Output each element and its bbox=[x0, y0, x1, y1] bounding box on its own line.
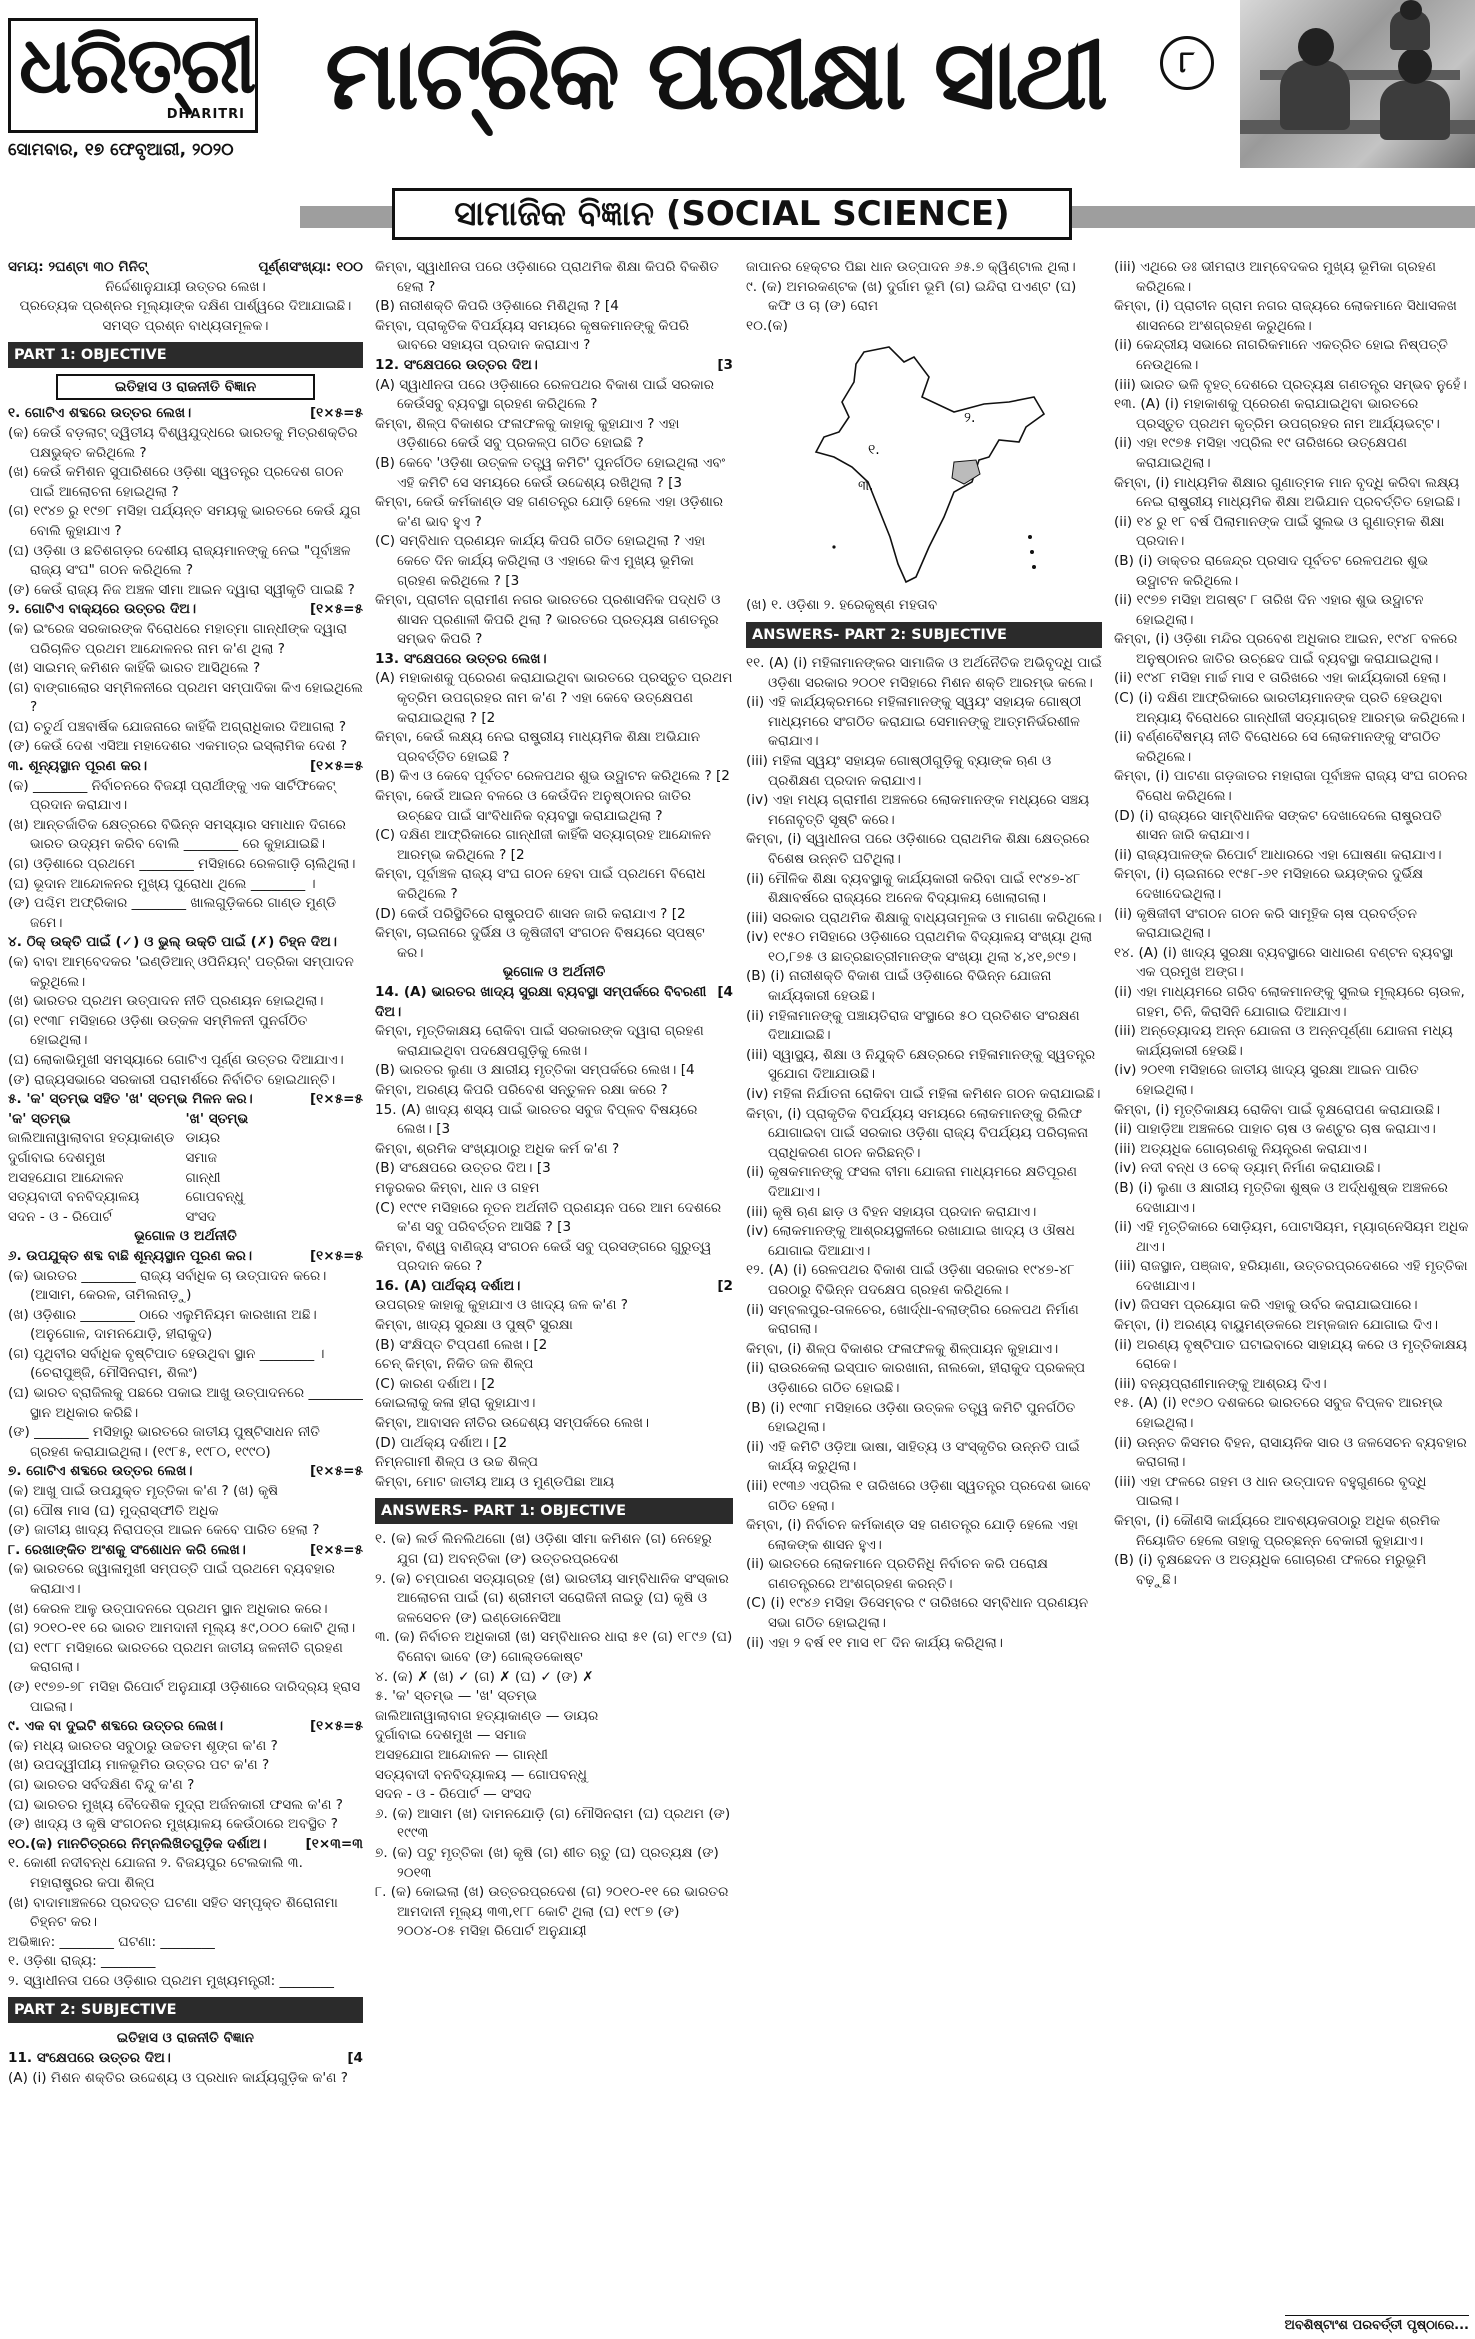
supplement-title: ମାଟ୍ରିକ ପରୀକ୍ଷା ସାଥୀ bbox=[325, 19, 1105, 131]
list-item: (B) କେବେ 'ଓଡ଼ିଶା ଉତ୍କଳ ତତ୍ତ୍ୱ କମିଟି' ପୁନର୍ଗଠିତ ହୋଇଥିଲା ଏବଂ ଏହି କମିଟି ସେ ସମୟରେ କେଉଁ ଉଦ୍ଦେଶ୍ୟ ରଖିଥିଲା ? [3 bbox=[375, 454, 726, 491]
list-item: କିମ୍ବା, ପ୍ରାକୃତିକ ବିପର୍ଯ୍ୟୟ ସମୟରେ କୃଷକମାନଙ୍କୁ କିପରି ଭାବରେ ସହାୟତା ପ୍ରଦାନ କରାଯାଏ ? bbox=[375, 317, 690, 354]
list-item: କିମ୍ବା, ଅରଣ୍ୟ କିପରି ପରିବେଶ ସନ୍ତୁଳନ ରକ୍ଷା କରେ ? bbox=[375, 1081, 668, 1098]
continued-note: ଅବଶିଷ୍ଟାଂଶ ପରବର୍ତ୍ତୀ ପୃଷ୍ଠାରେ... bbox=[1285, 2315, 1469, 2333]
match-cell: ଅସହଯୋଗ ଆନ୍ଦୋଳନ bbox=[8, 1169, 124, 1186]
match-cell: ଦୁର୍ଗାବାଇ ଦେଶମୁଖ bbox=[8, 1149, 106, 1166]
logo-subtitle: DHARITRI bbox=[166, 107, 245, 122]
list-item: (iv) ଲୋକମାନଙ୍କୁ ଆଶ୍ରୟସ୍ଥଳୀରେ ରଖାଯାଇ ଖାଦ୍ୟ ଓ ଔଷଧ ଯୋଗାଇ ଦିଆଯାଏ। bbox=[746, 1223, 1075, 1259]
q16-items bbox=[375, 1296, 733, 1492]
list-item: (ଖ) କେରଳ ଆଳୁ ଉତ୍ପାଦନରେ ପ୍ରଥମ ସ୍ଥାନ ଅଧିକାର କରେ। bbox=[8, 1600, 328, 1617]
list-item: (C) ଦକ୍ଷିଣ ଆଫ୍ରିକାରେ ଗାନ୍ଧୀଜୀ କାହିଁକି ସତ୍ୟାଗ୍ରହ ଆନ୍ଦୋଳନ ଆରମ୍ଭ କରିଥିଲେ ? [2 bbox=[375, 827, 711, 863]
list-item: କିମ୍ବା, ପ୍ରାଚୀନ ଗ୍ରାମୀଣ ନଗର ଭାରତରେ ପ୍ରଶାସନିକ ପଦ୍ଧତି ଓ ଶାସନ ପ୍ରଣାଳୀ କିପରି ଥିଲା ? ଭାରତରେ ପ୍ରତ୍ୟକ୍ଷ ଗଣତନ୍ତ୍ର ସମ୍ଭବ କିପରି ? bbox=[375, 592, 721, 648]
list-item: (B) ସଂକ୍ଷିପ୍ତ ଟିପ୍ପଣୀ ଲେଖ। [2 bbox=[375, 1336, 548, 1353]
list-item: କୋଇଲାକୁ କଳା ହୀରା କୁହାଯାଏ। bbox=[375, 1395, 536, 1412]
match-rows bbox=[8, 1129, 363, 1227]
map-label: ୩. bbox=[858, 478, 874, 495]
q11-items bbox=[8, 2069, 363, 2089]
question-heading: 13. ସଂକ୍ଷେପରେ ଉତ୍ତର ଲେଖ। bbox=[375, 650, 547, 667]
list-item: (B) ଭାରତର ଲୁଣା ଓ କ୍ଷାରୀୟ ମୃତ୍ତିକା ସମ୍ପର୍କରେ ଲେଖ। [4 bbox=[375, 1062, 695, 1079]
list-item: ୧୩. (A) (i) ମହାକାଶକୁ ପ୍ରେରଣ କରାଯାଇଥିବା ଭାରତରେ ପ୍ରସ୍ତୁତ ପ୍ରଥମ କୃତ୍ରିମ ଉପଗ୍ରହର ନାମ ଆର୍ଯ୍ୟଭଟ୍ଟ। bbox=[1114, 396, 1440, 432]
list-item: କିମ୍ବା, (i) ପ୍ରାଚୀନ ଗ୍ରାମ ନଗର ରାଜ୍ୟରେ ଲୋକମାନେ ସିଧାସଳଖ ଶାସନରେ ଅଂଶଗ୍ରହଣ କରୁଥିଲେ। bbox=[1114, 298, 1457, 334]
question-heading: 12. ସଂକ୍ଷେପରେ ଉତ୍ତର ଦିଅ। [3 bbox=[375, 356, 733, 373]
india-outline-map bbox=[794, 342, 1054, 592]
instruction-line: ନିର୍ଦ୍ଦେଶାନୁଯାୟୀ ଉତ୍ତର ଲେଖ। bbox=[105, 278, 266, 295]
list-item: କିମ୍ବା, ପୂର୍ବାଞ୍ଚଳ ରାଜ୍ୟ ସଂଘ ଗଠନ ହେବା ପାଇଁ ପ୍ରଥମେ ବିରୋଧ କରିଥିଲେ ? bbox=[375, 866, 706, 902]
question-heading: 11. ସଂକ୍ଷେପରେ ଉତ୍ତର ଦିଅ। [4 bbox=[8, 2050, 363, 2067]
q13-items bbox=[375, 669, 733, 963]
list-item: (ii) ୧୪ ରୁ ୧୮ ବର୍ଷ ପିଲାମାନଙ୍କ ପାଇଁ ସୁଲଭ ଓ ଗୁଣାତ୍ମକ ଶିକ୍ଷା ପ୍ରଦାନ। bbox=[1114, 513, 1445, 550]
list-item: (ii) ଅରଣ୍ୟ ବୃଷ୍ଟିପାତ ଘଟାଇବାରେ ସାହାଯ୍ୟ କରେ ଓ ମୃତ୍ତିକାକ୍ଷୟ ରୋକେ। bbox=[1114, 1336, 1468, 1373]
list-item: (ଙ) ଜାତୀୟ ଖାଦ୍ୟ ନିରାପତ୍ତା ଆଇନ କେବେ ପାରିତ ହେଲା ? bbox=[8, 1522, 320, 1539]
list-item: (ii) ୧୯୪୮ ମସିହା ମାର୍ଚ୍ଚ ମାସ ୧ ତାରିଖରେ ଏହା କାର୍ଯ୍ୟକାରୀ ହେଲା। bbox=[1114, 670, 1447, 687]
list-item: କିମ୍ବା, କେଉଁ ଲକ୍ଷ୍ୟ ନେଇ ରାଷ୍ଟ୍ରୀୟ ମାଧ୍ୟମିକ ଶିକ୍ଷା ଅଭିଯାନ ପ୍ରବର୍ତ୍ତିତ ହୋଇଛି ? bbox=[375, 729, 701, 765]
list-item: କିମ୍ବା, ଶିଳ୍ପ ବିକାଶର ଫଳାଫଳକୁ କାହାକୁ କୁହାଯାଏ ? ଏହା ଓଡ଼ିଶାରେ କେଉଁ ସବୁ ପ୍ରକଳ୍ପ ଗଠିତ ହୋଇଛି ? bbox=[375, 415, 680, 452]
list-item: (ଗ) ଓଡ଼ିଶାରେ ପ୍ରଥମେ ________ ମସିହାରେ ରେଳଗାଡ଼ି ଚାଲିଥିଲା। bbox=[8, 856, 356, 873]
list-item: (ଖ) ଭାରତର ପ୍ରଥମ ଉତ୍ପାଦନ ନୀତି ପ୍ରଣୟନ ହୋଇଥିଲା। bbox=[8, 993, 324, 1010]
answers-continued bbox=[746, 258, 1102, 336]
list-item: (ii) ଏହା ୧୯୭୫ ମସିହା ଏପ୍ରିଲ ୧୯ ତାରିଖରେ ଉତ୍କ୍ଷେପଣ କରାଯାଇଥିଲା। bbox=[1114, 435, 1408, 471]
list-item: (iii) ଏହା ଫଳରେ ଗହମ ଓ ଧାନ ଉତ୍ପାଦନ ବହୁଗୁଣରେ ବୃଦ୍ଧି ପାଇଲା। bbox=[1114, 1473, 1427, 1510]
list-item: (ଙ) ________ ମସିହାରୁ ଭାରତରେ ଜାତୀୟ ପୁଷ୍ଟିସାଧନ ନୀତି ଗ୍ରହଣ କରାଯାଇଥିଲା। (୧୯୮୫, ୧୯୮୦, ୧୯୯୦) bbox=[8, 1424, 320, 1460]
page-number-badge: ୮ bbox=[1160, 36, 1214, 90]
list-item: (ଖ) କେଉଁ କମିଶନ ସୁପାରିଶରେ ଓଡ଼ିଶା ସ୍ୱତନ୍ତ୍ର ପ୍ରଦେଶ ଗଠନ ପାଇଁ ଆଲୋଚନା ହୋଇଥିଲା ? bbox=[8, 464, 344, 500]
list-item: ୨. (କ) ଚମ୍ପାରଣ ସତ୍ୟାଗ୍ରହ (ଖ) ଭାରତୀୟ ସାମ୍ବିଧାନିକ ସଂସ୍କାର ଆଲୋଚନା ପାଇଁ (ଗ) ଶ୍ରୀମତୀ ସରୋଜିନୀ ନାଇଡୁ (ଘ) କୃଷି ଓ ଜଳସେଚନ (ଙ) ଇଣ୍ଡୋନେସିଆ bbox=[375, 1570, 729, 1626]
list-item: (iii) ମହିଳା ସ୍ୱୟଂ ସହାୟକ ଗୋଷ୍ଠୀଗୁଡ଼ିକୁ ବ୍ୟାଙ୍କ ଋଣ ଓ ପ୍ରଶିକ୍ଷଣ ପ୍ରଦାନ କରାଯାଏ। bbox=[746, 752, 1052, 789]
q9-items bbox=[8, 1737, 363, 1835]
list-item: (ଗ) ୨୦୧୦-୧୧ ରେ ଭାରତ ଆମଦାନୀ ମୂଲ୍ୟ ୫୯,୦୦୦ କୋଟି ଥିଲା। bbox=[8, 1620, 356, 1637]
q1-items bbox=[8, 424, 363, 600]
q4-items bbox=[8, 953, 363, 1090]
list-item: (ii) କେନ୍ଦ୍ରୀୟ ସଭାରେ ନାଗରିକମାନେ ଏକତ୍ରିତ ହୋଇ ନିଷ୍ପତ୍ତି ନେଉଥିଲେ। bbox=[1114, 337, 1448, 373]
list-item: ୬. (କ) ଆସାମ (ଖ) ଦାମନଯୋଡ଼ି (ଗ) ମୌସିନରାମ (ଘ) ପ୍ରଥମ (ଙ) ୧୯୯୩ bbox=[375, 1805, 731, 1842]
list-item: (ଖ) ସାଇମନ୍ କମିଶନ କାହିଁକି ଭାରତ ଆସିଥିଲେ ? bbox=[8, 660, 261, 677]
list-item: ୫. 'କ' ସ୍ତମ୍ଭ — 'ଖ' ସ୍ତମ୍ଭ bbox=[375, 1688, 538, 1705]
list-item: (A) (i) ମିଶନ ଶକ୍ତିର ଉଦ୍ଦେଶ୍ୟ ଓ ପ୍ରଧାନ କାର୍ଯ୍ୟଗୁଡ଼ିକ କ'ଣ ? bbox=[8, 2069, 348, 2086]
list-item: (ଘ) ଭୂଦାନ ଆନ୍ଦୋଳନର ମୁଖ୍ୟ ପୁରୋଧା ଥିଲେ ________ । bbox=[8, 875, 316, 892]
answers-part1-header: ANSWERS- PART 1: OBJECTIVE bbox=[375, 1498, 733, 1524]
list-item: (ii) କୃଷିଜୀବୀ ସଂଗଠନ ଗଠନ କରି ସାମୂହିକ ଚାଷ ପ୍ରବର୍ତ୍ତନ କରାଯାଇଥିଲା। bbox=[1114, 905, 1417, 942]
list-item: (B) (i) ନାରୀଶକ୍ତି ବିକାଶ ପାଇଁ ଓଡ଼ିଶାରେ ବିଭିନ୍ନ ଯୋଜନା କାର୍ଯ୍ୟକାରୀ ହେଉଛି। bbox=[746, 968, 1052, 1005]
list-item: (C) (i) ୧୯୪୬ ମସିହା ଡିସେମ୍ବର ୯ ତାରିଖରେ ସମ୍ବିଧାନ ପ୍ରଣୟନ ସଭା ଗଠିତ ହୋଇଥିଲା। bbox=[746, 1595, 1089, 1632]
list-item: (iv) ୨୦୧୩ ମସିହାରେ ଜାତୀୟ ଖାଦ୍ୟ ସୁରକ୍ଷା ଆଇନ ପାରିତ ହୋଇଥିଲା। bbox=[1114, 1062, 1419, 1098]
answers-part2 bbox=[746, 654, 1102, 1653]
list-item: କିମ୍ବା, (i) ଶିଳ୍ପ ବିକାଶର ଫଳାଫଳକୁ ଶିଳ୍ପାୟନ କୁହାଯାଏ। bbox=[746, 1340, 1059, 1357]
map-caption: (ଖ) ୧. ଓଡ଼ିଶା ୨. ହରେକୃଷ୍ଣ ମହତାବ bbox=[746, 597, 938, 614]
list-item: କିମ୍ବା, କେଉଁ କର୍ମକାଣ୍ଡ ସହ ଗଣତନ୍ତ୍ର ଯୋଡ଼ି ହେଲେ ଏହା ଓଡ଼ିଶାର କ'ଣ ଭାବ ହୁଏ ? bbox=[375, 494, 724, 530]
odisha-region bbox=[952, 460, 980, 484]
column-1 bbox=[8, 258, 363, 2318]
list-item: (ଙ) ରାଜ୍ୟସଭାରେ ସରକାରୀ ପରାମର୍ଶରେ ନିର୍ବାଚିତ ହୋଇଥାନ୍ତି। bbox=[8, 1071, 336, 1088]
match-cell: ସଂସଦ bbox=[185, 1208, 217, 1225]
list-item: (ଘ) ୧୯୮୮ ମସିହାରେ ଭାରତରେ ପ୍ରଥମ ଜାତୀୟ ଜଳନୀତି ଗ୍ରହଣ କରାଗଲା। bbox=[8, 1639, 343, 1676]
list-item: ଅସହଯୋଗ ଆନ୍ଦୋଳନ — ଗାନ୍ଧୀ bbox=[375, 1746, 548, 1763]
q8-items bbox=[8, 1560, 363, 1717]
list-item: (B) (i) ୧୯୩୮ ମସିହାରେ ଓଡ଼ିଶା ଉତ୍କଳ ତତ୍ତ୍ୱ କମିଟି ପୁନର୍ଗଠିତ ହୋଇଥିଲା। bbox=[746, 1399, 1076, 1436]
column-3 bbox=[746, 258, 1102, 2318]
q2-items bbox=[8, 620, 363, 757]
q14-items bbox=[375, 1022, 733, 1277]
list-item: (ii) ଭାରତରେ ଲୋକମାନେ ପ୍ରତିନିଧି ନିର୍ବାଚନ କରି ପରୋକ୍ଷ ଗଣତନ୍ତ୍ରରେ ଅଂଶଗ୍ରହଣ କରନ୍ତି। bbox=[746, 1556, 1048, 1592]
list-item: (ଙ) ୧୯୭୭-୭୮ ମସିହା ରିପୋର୍ଟ ଅନୁଯାୟୀ ଓଡ଼ିଶାରେ ଦାରିଦ୍ର୍ୟ ହ୍ରାସ ପାଇଲା। bbox=[8, 1678, 361, 1715]
match-cell: ଡାୟର bbox=[185, 1130, 221, 1147]
q3-items bbox=[8, 777, 363, 934]
list-item: (B) (i) ଲୁଣା ଓ କ୍ଷାରୀୟ ମୃତ୍ତିକା ଶୁଷ୍କ ଓ ଅର୍ଦ୍ଧଶୁଷ୍କ ଅଞ୍ଚଳରେ ଦେଖାଯାଏ। bbox=[1114, 1179, 1448, 1216]
list-item: (କ) ଇଂରେଜ ସରକାରଙ୍କ ବିରୋଧରେ ମହାତ୍ମା ଗାନ୍ଧୀଙ୍କ ଦ୍ୱାରା ପରିଚାଳିତ ପ୍ରଥମ ଆନ୍ଦୋଳନର ନାମ କ'ଣ ଥିଲା ? bbox=[8, 620, 348, 657]
map-island-dot bbox=[1028, 535, 1032, 539]
list-item: (B) (i) ଡାକ୍ତର ରାଜେନ୍ଦ୍ର ପ୍ରସାଦ ପୂର୍ବତଟ ରେଳପଥର ଶୁଭ ଉଦ୍ଘାଟନ କରିଥିଲେ। bbox=[1114, 552, 1429, 589]
answers-part2-continued bbox=[1114, 258, 1470, 1590]
list-item: (ଗ) ୧୯୪୭ ରୁ ୧୯୭୮ ମସିହା ପର୍ଯ୍ୟନ୍ତ ସମୟକୁ ଭାରତରେ କେଉଁ ଯୁଗ ବୋଲି କୁହାଯାଏ ? bbox=[8, 503, 361, 539]
list-item: କିମ୍ବା, ସ୍ୱାଧୀନତା ପରେ ଓଡ଼ିଶାରେ ପ୍ରାଥମିକ ଶିକ୍ଷା କିପରି ବିକଶିତ ହେଲା ? bbox=[375, 259, 719, 295]
list-item: (iii) ଏଥିରେ ଡଃ ଭୀମରାଓ ଆମ୍ବେଦକର ମୁଖ୍ୟ ଭୂମିକା ଗ୍ରହଣ କରିଥିଲେ। bbox=[1114, 259, 1437, 295]
list-item: (ii) ଏହା ମାଧ୍ୟମରେ ଗରିବ ଲୋକମାନଙ୍କୁ ସୁଲଭ ମୂଲ୍ୟରେ ଚାଉଳ, ଗହମ, ଚିନି, କିରାସିନି ଯୋଗାଇ ଦିଆଯାଏ। bbox=[1114, 983, 1465, 1020]
list-item: (iii) ଭାରତ ଭଳି ବୃହତ୍ ଦେଶରେ ପ୍ରତ୍ୟକ୍ଷ ଗଣତନ୍ତ୍ର ସମ୍ଭବ ନୁହେଁ। bbox=[1114, 376, 1467, 393]
list-item: (ii) ବର୍ଣ୍ଣବୈଷମ୍ୟ ନୀତି ବିରୋଧରେ ସେ ଲୋକମାନଙ୍କୁ ସଂଗଠିତ କରିଥିଲେ। bbox=[1114, 729, 1441, 765]
question-heading: 16. (A) ପାର୍ଥକ୍ୟ ଦର୍ଶାଅ। [2 bbox=[375, 1277, 733, 1294]
list-item: 15. (A) ଖାଦ୍ୟ ଶସ୍ୟ ପାଇଁ ଭାରତର ସବୁଜ ବିପ୍ଳବ ବିଷୟରେ ଲେଖ। [3 bbox=[375, 1101, 698, 1138]
map-label: ୨. bbox=[964, 410, 976, 427]
map-label: ୧. bbox=[868, 442, 880, 459]
list-item: (D) ପାର୍ଥକ୍ୟ ଦର୍ଶାଅ। [2 bbox=[375, 1434, 508, 1451]
answers-part2-header: ANSWERS- PART 2: SUBJECTIVE bbox=[746, 622, 1102, 648]
list-item: (ଘ) ଚତୁର୍ଥ ପଞ୍ଚବାର୍ଷିକ ଯୋଜନାରେ କାହିଁକି ଅଗ୍ରାଧିକାର ଦିଆଗଲା ? bbox=[8, 718, 347, 735]
masthead bbox=[0, 0, 1475, 170]
list-item: (iv) ମହିଳା ନିର୍ଯାତନା ରୋକିବା ପାଇଁ ମହିଳା କମିଶନ ଗଠନ କରାଯାଇଛି। bbox=[746, 1086, 1101, 1103]
list-item: (ii) କୃଷକମାନଙ୍କୁ ଫସଲ ବୀମା ଯୋଜନା ମାଧ୍ୟମରେ କ୍ଷତିପୂରଣ ଦିଆଯାଏ। bbox=[746, 1164, 1077, 1200]
list-item: (ଖ) ଓଡ଼ିଶାର ________ ଠାରେ ଏଲୁମିନିୟମ କାରଖାନା ଅଛି। (ଅନୁଗୋଳ, ଦାମନଯୋଡ଼ି, ହୀରାକୁଦ) bbox=[8, 1306, 317, 1343]
dateline: ସୋମବାର, ୧୭ ଫେବୃଆରୀ, ୨୦୨୦ bbox=[8, 140, 234, 160]
question-heading: ୧. ଗୋଟିଏ ଶବ୍ଦରେ ଉତ୍ତର ଲେଖ। [୧×୫=୫ bbox=[8, 405, 363, 422]
match-row bbox=[8, 1188, 363, 1208]
list-item: (C) କାରଣ ଦର୍ଶାଅ। [2 bbox=[375, 1375, 496, 1392]
india-map-shape bbox=[816, 347, 1044, 582]
list-item: (iv) ଜିପସମ ପ୍ରୟୋଗ କରି ଏହାକୁ ଉର୍ବର କରାଯାଇପାରେ। bbox=[1114, 1297, 1418, 1314]
list-item: କିମ୍ବା, ମୃତ୍ତିକାକ୍ଷୟ ରୋକିବା ପାଇଁ ସରକାରଙ୍କ ଦ୍ୱାରା ଗ୍ରହଣ କରାଯାଇଥିବା ପଦକ୍ଷେପଗୁଡ଼ିକୁ ଲେଖ। bbox=[375, 1023, 704, 1059]
list-item: (ii) ୧୯୭୭ ମସିହା ଅଗଷ୍ଟ ୮ ତାରିଖ ଦିନ ଏହାର ଶୁଭ ଉଦ୍ଘାଟନ ହୋଇଥିଲା। bbox=[1114, 592, 1424, 628]
list-item: ମଳୁରକର କିମ୍ବା, ଧାନ ଓ ଗହମ bbox=[375, 1179, 540, 1196]
part2-header: PART 2: SUBJECTIVE bbox=[8, 1997, 363, 2023]
list-item: ଜାପାନର ହେକ୍ଟର ପିଛା ଧାନ ଉତ୍ପାଦନ ୬୫.୭ କ୍ୱିଣ୍ଟାଲ ଥିଲା। bbox=[746, 259, 1076, 275]
exam-marks: ପୂର୍ଣ୍ଣସଂଖ୍ୟା: ୧୦୦ bbox=[258, 259, 363, 275]
list-item: (ii) ଏହି କମିଟି ଓଡ଼ିଆ ଭାଷା, ସାହିତ୍ୟ ଓ ସଂସ୍କୃତିର ଉନ୍ନତି ପାଇଁ କାର୍ଯ୍ୟ କରୁଥିଲା। bbox=[746, 1438, 1080, 1475]
column-2 bbox=[375, 258, 733, 2318]
question-heading: ୧୦.(କ) ମାନଚିତ୍ରରେ ନିମ୍ନଲିଖିତଗୁଡ଼ିକ ଦର୍ଶାଅ। [୧×୩=୩ bbox=[8, 1835, 363, 1852]
list-item: (iii) ଅନ୍ତ୍ୟୋଦୟ ଅନ୍ନ ଯୋଜନା ଓ ଅନ୍ନପୂର୍ଣ୍ଣା ଯୋଜନା ମଧ୍ୟ କାର୍ଯ୍ୟକାରୀ ହେଉଛି। bbox=[1114, 1023, 1453, 1059]
list-item: ଜାଲିଆନାୱାଲାବାଗ ହତ୍ୟାକାଣ୍ଡ — ଡାୟର bbox=[375, 1707, 599, 1724]
list-item: (B) କିଏ ଓ କେବେ ପୂର୍ବତଟ ରେଳପଥର ଶୁଭ ଉଦ୍ଘାଟନ କରିଥିଲେ ? [2 bbox=[375, 768, 730, 785]
list-item: ଉପଗ୍ରହ କାହାକୁ କୁହାଯାଏ ଓ ଖାଦ୍ୟ ଜଳ କ'ଣ ? bbox=[375, 1297, 629, 1314]
map-island-dot bbox=[1030, 550, 1034, 554]
list-item: (ଗ) ପୌଷ ମାସ (ଘ) ମୁଦ୍ରାସ୍ଫୀତି ଅଧିକ bbox=[8, 1502, 219, 1519]
list-item: କିମ୍ବା, ଶ୍ରମିକ ସଂଖ୍ୟାଠାରୁ ଅଧିକ କର୍ମ କ'ଣ ? bbox=[375, 1140, 620, 1157]
list-item: (iii) କୃଷି ଋଣ ଛାଡ଼ ଓ ବିହନ ସହାୟତା ପ୍ରଦାନ କରାଯାଏ। bbox=[746, 1203, 1037, 1220]
list-item: (ଖ) ଉପଦ୍ୱୀପୀୟ ମାଳଭୂମିର ଉତ୍ତର ପଟ କ'ଣ ? bbox=[8, 1757, 270, 1774]
list-item: ୧. (କ) ଲର୍ଡ ଲିନଲିଥଗୋ (ଖ) ଓଡ଼ିଶା ସୀମା କମିଶନ (ଗ) ନେହେରୁ ଯୁଗ (ଘ) ଅବନ୍ତିକା (ଙ) ଉତ୍ତରପ୍ରଦେଶ bbox=[375, 1531, 712, 1567]
question-heading: ୭. ଗୋଟିଏ ଶବ୍ଦରେ ଉତ୍ତର ଲେଖ। [୧×୫=୫ bbox=[8, 1463, 363, 1480]
list-item: କିମ୍ବା, (i) ମୃତ୍ତିକାକ୍ଷୟ ରୋକିବା ପାଇଁ ବୃକ୍ଷରୋପଣ କରାଯାଉଛି। bbox=[1114, 1101, 1441, 1118]
q6-items bbox=[8, 1267, 363, 1463]
geography-subhead: ଭୂଗୋଳ ଓ ଅର୍ଥନୀତି bbox=[134, 1228, 237, 1245]
list-item: କିମ୍ବା, (i) ସ୍ୱାଧୀନତା ପରେ ଓଡ଼ିଶାରେ ପ୍ରାଥମିକ ଶିକ୍ଷା କ୍ଷେତ୍ରରେ ବିଶେଷ ଉନ୍ନତି ଘଟିଥିଲା। bbox=[746, 831, 1090, 867]
list-item: (ଖ) ବାଦାମାଞ୍ଚଳରେ ପ୍ରଦତ୍ତ ଘଟଣା ସହିତ ସମ୍ପୃକ୍ତ ଶିରୋନାମା ଚିହ୍ନଟ କର। bbox=[8, 1894, 338, 1931]
list-item: ୯. (କ) ଅମରକଣ୍ଟକ (ଖ) ଦୁର୍ଗାମ ଭୂମି (ଗ) ଇନ୍ଦିରା ପଏଣ୍ଟ (ଘ) କଫି ଓ ଚା (ଙ) ରୋମ bbox=[746, 278, 1077, 315]
list-item: ନିମ୍ନଗାମୀ ଶିଳ୍ପ ଓ ଉଚ୍ଚ ଶିଳ୍ପ bbox=[375, 1454, 539, 1471]
list-item: (ଗ) ୧୯୩୮ ମସିହାରେ ଓଡ଼ିଶା ଉତ୍କଳ ସମ୍ମିଳନୀ ପୁନର୍ଗଠିତ ହୋଇଥିଲା। bbox=[8, 1012, 308, 1049]
map-island-dot bbox=[832, 546, 835, 549]
list-item: (D) କେଉଁ ପରିସ୍ଥିତିରେ ରାଷ୍ଟ୍ରପତି ଶାସନ ଜାରି କରାଯାଏ ? [2 bbox=[375, 905, 686, 922]
map-island-dot bbox=[1032, 565, 1036, 569]
column-4 bbox=[1114, 258, 1470, 2318]
list-item: (iii) ୧୯୩୬ ଏପ୍ରିଲ ୧ ତାରିଖରେ ଓଡ଼ିଶା ସ୍ୱତନ୍ତ୍ର ପ୍ରଦେଶ ଭାବେ ଗଠିତ ହେଲା। bbox=[746, 1477, 1091, 1514]
answers-part1 bbox=[375, 1530, 733, 1941]
list-item: (C) (i) ଦକ୍ଷିଣ ଆଫ୍ରିକାରେ ଭାରତୀୟମାନଙ୍କ ପ୍ରତି ହେଉଥିବା ଅନ୍ୟାୟ ବିରୋଧରେ ଗାନ୍ଧୀଜୀ ସତ୍ୟାଗ୍ରହ ଆରମ୍ଭ କରିଥିଲେ। bbox=[1114, 690, 1465, 726]
match-row bbox=[8, 1169, 363, 1189]
list-item: ୧୧. (A) (i) ମହିଳାମାନଙ୍କର ସାମାଜିକ ଓ ଅର୍ଥନୈତିକ ଅଭିବୃଦ୍ଧି ପାଇଁ ଓଡ଼ିଶା ସରକାର ୨୦୦୧ ମସିହାରେ ମିଶନ ଶକ୍ତି ଆରମ୍ଭ କଲେ। bbox=[746, 654, 1102, 691]
list-item: (B) (i) ବୃକ୍ଷଛେଦନ ଓ ଅତ୍ୟଧିକ ଗୋଚାରଣ ଫଳରେ ମରୁଭୂମି ବଢ଼ୁଛି। bbox=[1114, 1552, 1427, 1588]
list-item: (B) ସଂକ୍ଷେପରେ ଉତ୍ତର ଦିଅ। [3 bbox=[375, 1160, 551, 1177]
history-subhead: ଇତିହାସ ଓ ରାଜନୀତି ବିଜ୍ଞାନ bbox=[56, 374, 316, 400]
list-item: ୮. (କ) କୋଇଲା (ଖ) ଉତ୍ତରପ୍ରଦେଶ (ଗ) ୨୦୧୦-୧୧ ରେ ଭାରତର ଆମଦାନୀ ମୂଲ୍ୟ ୩୩,୧୮୮ କୋଟି ଥିଲା (ଘ) ୧୯୮୭ (ଙ) ୨୦୦୪-୦୫ ମସିହା ରିପୋର୍ଟ ଅନୁଯାୟୀ bbox=[375, 1884, 729, 1940]
list-item: ୧. ଓଡ଼ିଶା ରାଜ୍ୟ: ________ bbox=[8, 1953, 156, 1970]
match-cell: ସଦନ - ଓ - ରିପୋର୍ଟ bbox=[8, 1208, 112, 1225]
list-item: (ଙ) ପଶ୍ଚିମ ଅଫ୍ରିକାର ________ ଖାଲଗୁଡ଼ିକରେ ଗାଣ୍ଡ ମୁଣ୍ଡି ଜମେ। bbox=[8, 895, 337, 931]
question-heading: ୩. ଶୂନ୍ୟସ୍ଥାନ ପୂରଣ କର। [୧×୫=୫ bbox=[8, 758, 363, 775]
list-item: (ii) ଏହି ମୃତ୍ତିକାରେ ସୋଡ଼ିୟମ, ପୋଟାସିୟମ, ମ୍ୟାଗ୍ନେସିୟମ ଅଧିକ ଥାଏ। bbox=[1114, 1219, 1469, 1255]
list-item: (iii) ବନ୍ୟପ୍ରାଣୀମାନଙ୍କୁ ଆଶ୍ରୟ ଦିଏ। bbox=[1114, 1375, 1327, 1392]
list-item: ସଦନ - ଓ - ରିପୋର୍ଟ — ସଂସଦ bbox=[375, 1786, 532, 1803]
list-item: (ଘ) ଓଡ଼ିଶା ଓ ଛତିଶଗଡ଼ର ଦେଶୀୟ ରାଜ୍ୟମାନଙ୍କୁ ନେଇ "ପୂର୍ବାଞ୍ଚଳ ରାଜ୍ୟ ସଂଘ" ଗଠନ କରିଥିଲେ ? bbox=[8, 542, 351, 579]
list-item: (କ) ଭାରତରେ ଜ୍ୱାଳାମୁଖୀ ସମ୍ପତ୍ତି ପାଇଁ ପ୍ରଥମେ ବ୍ୟବହାର କରାଯାଏ। bbox=[8, 1561, 335, 1597]
list-item: (ଗ) ଭାରତର ସର୍ବଦକ୍ଷିଣ ବିନ୍ଦୁ କ'ଣ ? bbox=[8, 1776, 195, 1793]
question-heading: ୨. ଗୋଟିଏ ବାକ୍ୟରେ ଉତ୍ତର ଦିଅ। [୧×୫=୫ bbox=[8, 601, 363, 618]
list-item: (କ) ________ ନିର୍ବାଚନରେ ବିଜୟୀ ପ୍ରାର୍ଥୀଙ୍କୁ ଏକ ସାର୍ଟିଫିକେଟ୍ ପ୍ରଦାନ କରାଯାଏ। bbox=[8, 777, 336, 814]
exam-meta bbox=[8, 258, 363, 278]
list-item: (କ) ମଧ୍ୟ ଭାରତର ସବୁଠାରୁ ଉଚ୍ଚତମ ଶୃଙ୍ଗ କ'ଣ ? bbox=[8, 1737, 278, 1754]
list-item: (A) ମହାକାଶକୁ ପ୍ରେରଣ କରାଯାଇଥିବା ଭାରତରେ ପ୍ରସ୍ତୁତ ପ୍ରଥମ କୃତ୍ରିମ ଉପଗ୍ରହର ନାମ କ'ଣ ? ଏହା କେବେ ଉତ୍କ୍ଷେପଣ କରାଯାଇଥିଲା ? [2 bbox=[375, 670, 733, 726]
list-item: ୧୪. (A) (i) ଖାଦ୍ୟ ସୁରକ୍ଷା ବ୍ୟବସ୍ଥାରେ ସାଧାରଣ ବଣ୍ଟନ ବ୍ୟବସ୍ଥା ଏକ ପ୍ରମୁଖ ଅଙ୍ଗ। bbox=[1114, 944, 1454, 981]
list-item: (ଗ) ବାଙ୍ଗାଲୋର ସମ୍ମିଳନୀରେ ପ୍ରଥମ ସମ୍ପାଦିକା କିଏ ହୋଇଥିଲେ ? bbox=[8, 679, 363, 716]
q11-continued bbox=[375, 258, 733, 356]
part1-header: PART 1: OBJECTIVE bbox=[8, 342, 363, 368]
list-item: (କ) କେଉଁ ବଡ଼ଲାଟ୍ ଦ୍ୱିତୀୟ ବିଶ୍ୱଯୁଦ୍ଧରେ ଭାରତକୁ ମିତ୍ରଶକ୍ତିର ପକ୍ଷଭୁକ୍ତ କରିଥିଲେ ? bbox=[8, 424, 358, 461]
list-item: (iii) ସରକାର ପ୍ରାଥମିକ ଶିକ୍ଷାକୁ ବାଧ୍ୟତାମୂଳକ ଓ ମାଗଣା କରିଥିଲେ। bbox=[746, 909, 1102, 926]
list-item: (ii) ରାଜ୍ୟପାଳଙ୍କ ରିପୋର୍ଟ ଆଧାରରେ ଏହା ଘୋଷଣା କରାଯାଏ। bbox=[1114, 846, 1442, 863]
list-item: (iii) ସ୍ୱାସ୍ଥ୍ୟ, ଶିକ୍ଷା ଓ ନିଯୁକ୍ତି କ୍ଷେତ୍ରରେ ମହିଳାମାନଙ୍କୁ ସ୍ୱତନ୍ତ୍ର ସୁଯୋଗ ଦିଆଯାଉଛି। bbox=[746, 1046, 1096, 1083]
exam-time: ସମୟ: ୨ଘଣ୍ଟା ୩୦ ମିନିଟ୍ bbox=[8, 259, 148, 275]
list-item: (iv) ନଦୀ ବନ୍ଧ ଓ ଚେକ୍ ଡ୍ୟାମ୍ ନିର୍ମାଣ କରାଯାଉଛି। bbox=[1114, 1160, 1381, 1177]
question-heading: ୮. ରେଖାଙ୍କିତ ଅଂଶକୁ ସଂଶୋଧନ କରି ଲେଖ। [୧×୫=୫ bbox=[8, 1541, 363, 1558]
list-item: (ii) ମୌଳିକ ଶିକ୍ଷା ବ୍ୟବସ୍ଥାକୁ କାର୍ଯ୍ୟକାରୀ କରିବା ପାଇଁ ୧୯୪୭-୪୮ ଶିକ୍ଷାବର୍ଷରେ ରାଜ୍ୟରେ ଅନେକ ବିଦ୍ୟାଳୟ ଖୋଲାଗଲା। bbox=[746, 870, 1081, 907]
question-heading: ୫. 'କ' ସ୍ତମ୍ଭ ସହିତ 'ଖ' ସ୍ତମ୍ଭ ମିଳନ କର। [୧×୫=୫ bbox=[8, 1091, 363, 1108]
list-item: (ଘ) ଭାରତ ବ୍ରାଜିଲକୁ ପଛରେ ପକାଇ ଆଖୁ ଉତ୍ପାଦନରେ ________ ସ୍ଥାନ ଅଧିକାର କରିଛି। bbox=[8, 1385, 363, 1421]
list-item: (ii) ଉନ୍ନତ କିସମର ବିହନ, ରାସାୟନିକ ସାର ଓ ଜଳସେଚନ ବ୍ୟବହାର କରାଗଲା। bbox=[1114, 1434, 1467, 1471]
instruction-line: ପ୍ରତ୍ୟେକ ପ୍ରଶ୍ନର ମୂଲ୍ୟାଙ୍କ ଦକ୍ଷିଣ ପାର୍ଶ୍ୱରେ ଦିଆଯାଇଛି। bbox=[19, 298, 352, 315]
match-cell: ସତ୍ୟବାଦୀ ବନବିଦ୍ୟାଳୟ bbox=[8, 1189, 140, 1206]
logo-mark: ଧରିତ୍ରୀ bbox=[19, 20, 255, 111]
students-exam-photo bbox=[1240, 0, 1475, 168]
q7-items bbox=[8, 1482, 363, 1541]
match-row bbox=[8, 1149, 363, 1169]
list-item: (ଗ) ପୃଥିବୀର ସର୍ବାଧିକ ବୃଷ୍ଟିପାତ ହେଉଥିବା ସ୍ଥାନ ________ । (ଚେରାପୁଞ୍ଜି, ମୌସିନରାମ, ଶିଲଂ) bbox=[8, 1345, 325, 1382]
list-item: କିମ୍ବା, (i) ଓଡ଼ିଶା ମନ୍ଦିର ପ୍ରବେଶ ଅଧିକାର ଆଇନ, ୧୯୪୮ ବଳରେ ଅନୁଷ୍ଠାନର ଜାତିର ଉଚ୍ଛେଦ ପାଇଁ ବ୍ୟବସ୍ଥା କରାଯାଇଥିଲା। bbox=[1114, 631, 1458, 667]
list-item: କିମ୍ବା, (i) କୌଣସି କାର୍ଯ୍ୟରେ ଆବଶ୍ୟକତାଠାରୁ ଅଧିକ ଶ୍ରମିକ ନିୟୋଜିତ ହେଲେ ତାହାକୁ ପ୍ରଚ୍ଛନ୍ନ ବେକାରୀ କୁହାଯାଏ। bbox=[1114, 1513, 1441, 1549]
list-item: କିମ୍ବା, (i) ନିର୍ବାଚନ କର୍ମକାଣ୍ଡ ସହ ଗଣତନ୍ତ୍ର ଯୋଡ଼ି ହେଲେ ଏହା ଲୋକଙ୍କ ଶାସନ ହୁଏ। bbox=[746, 1517, 1079, 1553]
list-item: (ଖ) ଆନ୍ତର୍ଜାତିକ କ୍ଷେତ୍ରରେ ବିଭିନ୍ନ ସମସ୍ୟାର ସମାଧାନ ଦିଗରେ ଭାରତ ଉଦ୍ୟମ କରିବ ବୋଲି ________ ରେ କୁହାଯାଇଛି। bbox=[8, 816, 346, 853]
question-heading: ୯. ଏକ ବା ଦୁଇଟି ଶବ୍ଦରେ ଉତ୍ତର ଲେଖ। [୧×୫=୫ bbox=[8, 1718, 363, 1735]
list-item: କିମ୍ବା, (i) ପାଟଣା ଗଡ଼ଜାତର ମହାରାଜା ପୂର୍ବାଞ୍ଚଳ ରାଜ୍ୟ ସଂଘ ଗଠନର ବିରୋଧ କରିଥିଲେ। bbox=[1114, 768, 1468, 805]
list-item: କିମ୍ବା, ଚାଇନାରେ ଦୁର୍ଭିକ୍ଷ ଓ କୃଷିଜୀବୀ ସଂଗଠନ ବିଷୟରେ ସ୍ପଷ୍ଟ କର। bbox=[375, 925, 705, 961]
list-item: ୨. ସ୍ୱାଧୀନତା ପରେ ଓଡ଼ିଶାର ପ୍ରଥମ ମୁଖ୍ୟମନ୍ତ୍ରୀ: ________ bbox=[8, 1972, 334, 1989]
list-item: କିମ୍ବା, (i) ମାଧ୍ୟମିକ ଶିକ୍ଷାର ଗୁଣାତ୍ମକ ମାନ ବୃଦ୍ଧି କରିବା ଲକ୍ଷ୍ୟ ନେଇ ରାଷ୍ଟ୍ରୀୟ ମାଧ୍ୟମିକ ଶିକ୍ଷା ଅଭିଯାନ ପ୍ରବର୍ତ୍ତିତ ହୋଇଛି। bbox=[1114, 474, 1461, 511]
list-item: ୧. କୋଶୀ ନଦୀବନ୍ଧ ଯୋଜନା ୨. ବିଜୟପୁର ଟେଲକାଲି ୩. ମହାରାଷ୍ଟ୍ରର କପା ଶିଳ୍ପ bbox=[8, 1855, 303, 1891]
question-heading: ୪. ଠିକ୍ ଉକ୍ତି ପାଇଁ (✓) ଓ ଭୁଲ୍ ଉକ୍ତି ପାଇଁ (✗) ଚିହ୍ନ ଦିଅ। bbox=[8, 934, 337, 951]
list-item: (C) ସମ୍ବିଧାନ ପ୍ରଣୟନ କାର୍ଯ୍ୟ କିପରି ଗଠିତ ହୋଇଥିଲା ? ଏହା କେତେ ଦିନ କାର୍ଯ୍ୟ କରିଥିଲା ଓ ଏହାରେ କିଏ ମୁଖ୍ୟ ଭୂମିକା ଗ୍ରହଣ କରିଥିଲେ ? [3 bbox=[375, 533, 706, 589]
list-item: (ii) ରାଉରକେଲା ଇସ୍ପାତ କାରଖାନା, ନାଲକୋ, ହୀରାକୁଦ ପ୍ରକଳ୍ପ ଓଡ଼ିଶାରେ ଗଠିତ ହୋଇଛି। bbox=[746, 1360, 1086, 1396]
list-item: (ଘ) ଭାରତର ମୁଖ୍ୟ ବୈଦେଶିକ ମୁଦ୍ରା ଅର୍ଜନକାରୀ ଫସଲ କ'ଣ ? bbox=[8, 1796, 344, 1813]
list-item: କିମ୍ବା, ବିଶ୍ୱ ବାଣିଜ୍ୟ ସଂଗଠନ କେଉଁ ସବୁ ପ୍ରସଙ୍ଗରେ ଗୁରୁତ୍ୱ ପ୍ରଦାନ କରେ ? bbox=[375, 1238, 712, 1275]
list-item: (କ) ଭାରତର ________ ରାଜ୍ୟ ସର୍ବାଧିକ ଚା ଉତ୍ପାଦନ କରେ। (ଆସାମ, କେରଳ, ତାମିଲନାଡ଼ୁ) bbox=[8, 1267, 327, 1304]
match-row bbox=[8, 1129, 363, 1149]
question-heading: 14. (A) ଭାରତର ଖାଦ୍ୟ ସୁରକ୍ଷା ବ୍ୟବସ୍ଥା ସମ୍ପର୍କରେ ବିବରଣୀ ଦିଅ। [4 bbox=[375, 983, 733, 1020]
list-item: କିମ୍ବା, ମୋଟ ଜାତୀୟ ଆୟ ଓ ମୁଣ୍ଡପିଛା ଆୟ bbox=[375, 1473, 615, 1490]
list-item: (ii) ମହିଳାମାନଙ୍କୁ ପଞ୍ଚାୟତିରାଜ ସଂସ୍ଥାରେ ୫୦ ପ୍ରତିଶତ ସଂରକ୍ଷଣ ଦିଆଯାଇଛି। bbox=[746, 1007, 1080, 1044]
list-item: କିମ୍ବା, କେଉଁ ଆଇନ ବଳରେ ଓ କେଉଁଦିନ ଅନୁଷ୍ଠାନର ଜାତିର ଉଚ୍ଛେଦ ପାଇଁ ସାଂବିଧାନିକ ବ୍ୟବସ୍ଥା କରାଯାଇଥିଲା ? bbox=[375, 788, 692, 824]
match-cell: ଗୋପବନ୍ଧୁ bbox=[185, 1189, 244, 1206]
list-item: (କ) ବାବା ଆମ୍ବେଦକର 'ଇଣ୍ଡିଆନ୍ ଓପିନିୟନ୍' ପତ୍ରିକା ସମ୍ପାଦନ କରୁଥିଲେ। bbox=[8, 954, 354, 990]
question-heading: ୬. ଉପଯୁକ୍ତ ଶବ୍ଦ ବାଛି ଶୂନ୍ୟସ୍ଥାନ ପୂରଣ କର। [୧×୫=୫ bbox=[8, 1247, 363, 1264]
q10-items bbox=[8, 1854, 363, 1991]
list-item: (ଙ) କେଉଁ ରାଜ୍ୟ ନିଜ ଅଞ୍ଚଳ ସୀମା ଆଇନ ଦ୍ୱାରା ସ୍ୱୀକୃତି ପାଇଛି ? bbox=[8, 581, 355, 598]
list-item: ୭. (କ) ପଟୁ ମୃତ୍ତିକା (ଖ) କୃଷି (ଗ) ଶୀତ ଋତୁ (ଘ) ପ୍ରତ୍ୟକ୍ଷ (ଙ) ୨୦୧୩ bbox=[375, 1844, 719, 1881]
list-item: (ଙ) ଖାଦ୍ୟ ଓ କୃଷି ସଂଗଠନର ମୁଖ୍ୟାଳୟ କେଉଁଠାରେ ଅବସ୍ଥିତ ? bbox=[8, 1816, 338, 1833]
list-item: (ii) ସମ୍ବଲପୁର-ତାଳଚେର, ଖୋର୍ଦ୍ଧା-ବଲାଙ୍ଗିର ରେଳପଥ ନିର୍ମାଣ କରାଗଲା। bbox=[746, 1301, 1079, 1338]
list-item: ୧୨. (A) (i) ରେଳପଥର ବିକାଶ ପାଇଁ ଓଡ଼ିଶା ସରକାର ୧୯୪୭-୪୮ ପରଠାରୁ ବିଭିନ୍ନ ପଦକ୍ଷେପ ଗ୍ରହଣ କରିଥିଲେ। bbox=[746, 1262, 1075, 1298]
section-banner: ସାମାଜିକ ବିଜ୍ଞାନ (SOCIAL SCIENCE) bbox=[392, 188, 1072, 240]
history-subhead-2: ଇତିହାସ ଓ ରାଜନୀତି ବିଜ୍ଞାନ bbox=[116, 2030, 255, 2047]
list-item: (C) ୧୯୯୧ ମସିହାରେ ନୂତନ ଅର୍ଥନୀତି ପ୍ରଣୟନ ପରେ ଆମ ଦେଶରେ କ'ଣ ସବୁ ପରିବର୍ତ୍ତନ ଆସିଛି ? [3 bbox=[375, 1199, 722, 1236]
list-item: କିମ୍ବା, ଖାଦ୍ୟ ସୁରକ୍ଷା ଓ ପୁଷ୍ଟି ସୁରକ୍ଷା bbox=[375, 1317, 573, 1334]
instruction-line: ସମସ୍ତ ପ୍ରଶ୍ନ ବାଧ୍ୟତାମୂଳକ। bbox=[102, 317, 269, 334]
list-item: ୧୫. (A) (i) ୧୯୬୦ ଦଶକରେ ଭାରତରେ ସବୁଜ ବିପ୍ଳବ ଆରମ୍ଭ ହୋଇଥିଲା। bbox=[1114, 1395, 1443, 1432]
list-item: (iv) ଏହା ମଧ୍ୟ ଗ୍ରାମୀଣ ଅଞ୍ଚଳରେ ଲୋକମାନଙ୍କ ମଧ୍ୟରେ ସଞ୍ଚୟ ମନୋବୃତ୍ତି ସୃଷ୍ଟି କରେ। bbox=[746, 792, 1090, 828]
list-item: (iii) ରାଜସ୍ଥାନ, ପଞ୍ଜାବ, ହରିୟାଣା, ଉତ୍ତରପ୍ରଦେଶରେ ଏହି ମୃତ୍ତିକା ଦେଖାଯାଏ। bbox=[1114, 1258, 1468, 1294]
list-item: (ii) ଏହି କାର୍ଯ୍ୟକ୍ରମରେ ମହିଳାମାନଙ୍କୁ ସ୍ୱୟଂ ସହାୟକ ଗୋଷ୍ଠୀ ମାଧ୍ୟମରେ ସଂଗଠିତ କରାଯାଇ ସେମାନଙ୍କୁ ଆତ୍ମନିର୍ଭରଶୀଳ କରାଯାଏ। bbox=[746, 694, 1082, 750]
q12-items bbox=[375, 376, 733, 650]
geography-subhead-2: ଭୂଗୋଳ ଓ ଅର୍ଥନୀତି bbox=[502, 964, 606, 981]
list-item: (A) ସ୍ୱାଧୀନତା ପରେ ଓଡ଼ିଶାରେ ରେଳପଥର ବିକାଶ ପାଇଁ ସରକାର କେଉଁସବୁ ବ୍ୟବସ୍ଥା ଗ୍ରହଣ କରିଥିଲେ ? bbox=[375, 376, 715, 413]
list-item: ସତ୍ୟବାଦୀ ବନବିଦ୍ୟାଳୟ — ଗୋପବନ୍ଧୁ bbox=[375, 1766, 587, 1783]
match-header: 'କ' ସ୍ତମ୍ଭ 'ଖ' ସ୍ତମ୍ଭ bbox=[8, 1110, 249, 1127]
list-item: (ଘ) ଲୋକାଭିମୁଖୀ ସମସ୍ୟାରେ ଗୋଟିଏ ପୂର୍ଣ୍ଣ ଉତ୍ତର ଦିଆଯାଏ। bbox=[8, 1051, 344, 1068]
list-item: (D) (i) ରାଜ୍ୟରେ ସାମ୍ବିଧାନିକ ସଙ୍କଟ ଦେଖାଦେଲେ ରାଷ୍ଟ୍ରପତି ଶାସନ ଜାରି କରାଯାଏ। bbox=[1114, 807, 1442, 844]
list-item: ଦୁର୍ଗାବାଇ ଦେଶମୁଖ — ସମାଜ bbox=[375, 1727, 527, 1744]
list-item: ୪. (କ) ✗ (ଖ) ✓ (ଗ) ✗ (ଘ) ✓ (ଙ) ✗ bbox=[375, 1668, 594, 1685]
list-item: କିମ୍ବା, (i) ଚାଇନାରେ ୧୯୫୮-୬୧ ମସିହାରେ ଭୟଙ୍କର ଦୁର୍ଭିକ୍ଷ ଦେଖାଦେଇଥିଲା। bbox=[1114, 866, 1424, 902]
match-cell: ସମାଜ bbox=[185, 1149, 218, 1166]
list-item: (ଙ) କେଉଁ ଦେଶ ଏସିଆ ମହାଦେଶର ଏକମାତ୍ର ଇସ୍ଲାମିକ ଦେଶ ? bbox=[8, 738, 348, 755]
match-cell: ଜାଲିଆନାୱାଲାବାଗ ହତ୍ୟାକାଣ୍ଡ bbox=[8, 1130, 175, 1147]
list-item: (କ) ଆଖୁ ପାଇଁ ଉପଯୁକ୍ତ ମୃତ୍ତିକା କ'ଣ ? (ଖ) କୃଷି bbox=[8, 1483, 279, 1500]
list-item: (ii) ଏହା ୨ ବର୍ଷ ୧୧ ମାସ ୧୮ ଦିନ କାର୍ଯ୍ୟ କରିଥିଲା। bbox=[746, 1634, 1003, 1651]
list-item: ୩. (କ) ନିର୍ବାଚନ ଅଧିକାରୀ (ଖ) ସମ୍ବିଧାନର ଧାରା ୫୧ (ଗ) ୧୮୯୬ (ଘ) ବିନୋବା ଭାବେ (ଙ) ଗୋଲ୍ଡକୋଷ୍ଟ bbox=[375, 1629, 733, 1665]
match-row bbox=[8, 1208, 363, 1228]
newspaper-logo bbox=[8, 18, 258, 133]
list-item: କିମ୍ବା, (i) ଅରଣ୍ୟ ବାୟୁମଣ୍ଡଳରେ ଅମ୍ଳଜାନ ଯୋଗାଇ ଦିଏ। bbox=[1114, 1317, 1439, 1334]
list-item: (iii) ଅତ୍ୟଧିକ ଗୋଚାରଣକୁ ନିୟନ୍ତ୍ରଣ କରାଯାଏ। bbox=[1114, 1140, 1368, 1157]
match-cell: ଗାନ୍ଧୀ bbox=[185, 1169, 221, 1186]
list-item: କିମ୍ବା, (i) ପ୍ରାକୃତିକ ବିପର୍ଯ୍ୟୟ ସମୟରେ ଲୋକମାନଙ୍କୁ ରିଲିଫ ଯୋଗାଇବା ପାଇଁ ସରକାର ଓଡ଼ିଶା ରାଜ୍ୟ ବିପର୍ଯ୍ୟୟ ପରିଚାଳନା ପ୍ରାଧିକରଣ ଗଠନ କରିଛନ୍ତି। bbox=[746, 1105, 1089, 1161]
list-item: (B) ନାରୀଶକ୍ତି କିପରି ଓଡ଼ିଶାରେ ମିଶିଥିଲା ? [4 bbox=[375, 298, 619, 315]
list-item: (iv) ୧୯୫୦ ମସିହାରେ ଓଡ଼ିଶାରେ ପ୍ରାଥମିକ ବିଦ୍ୟାଳୟ ସଂଖ୍ୟା ଥିଲା ୧୦,୮୭୫ ଓ ଛାତ୍ରଛାତ୍ରୀମାନଙ୍କ ସଂଖ୍ୟା ଥିଲା ୪,୪୧,୭୯୭। bbox=[746, 929, 1093, 965]
list-item: ଅଭିଜ୍ଞାନ: ________ ଘଟଣା: ________ bbox=[8, 1933, 215, 1950]
list-item: ଚେନ୍ କିମ୍ବା, ନିକିତ ଜଳ ଶିଳ୍ପ bbox=[375, 1356, 534, 1373]
list-item: (ii) ପାହାଡ଼ିଆ ଅଞ୍ଚଳରେ ପାହାଚ ଚାଷ ଓ କଣ୍ଟୁର ଚାଷ କରାଯାଏ। bbox=[1114, 1121, 1436, 1138]
list-item: କିମ୍ବା, ଆବାସନ ନୀତିର ଉଦ୍ଦେଶ୍ୟ ସମ୍ପର୍କରେ ଲେଖ। bbox=[375, 1415, 650, 1432]
list-item: ୧୦.(କ) bbox=[746, 317, 788, 334]
